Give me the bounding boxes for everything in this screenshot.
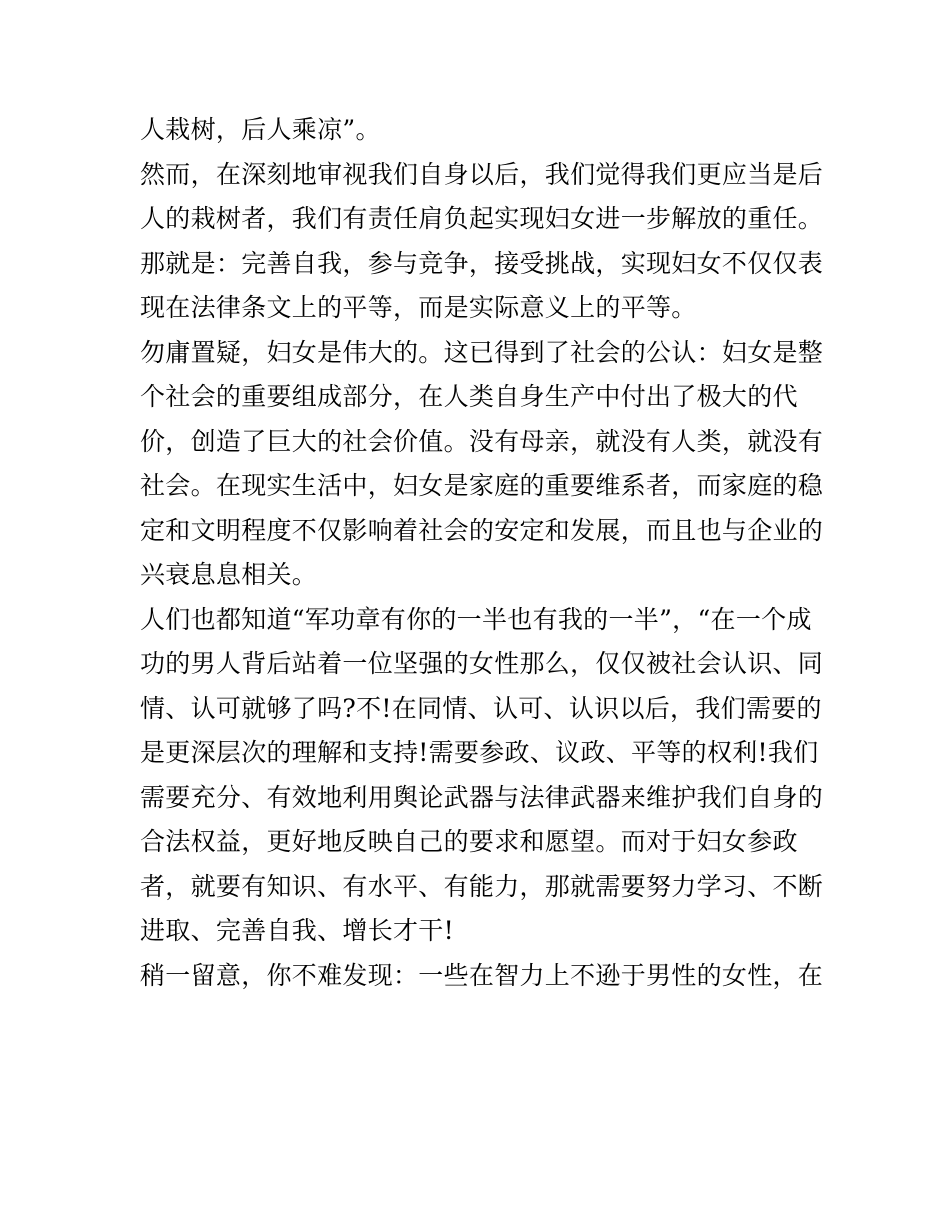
text-line: 勿庸置疑，妇女是伟大的。这已得到了社会的公认：妇女是整 [140,337,824,367]
text-line: 然而，在深刻地审视我们自身以后，我们觉得我们更应当是后 [140,159,824,189]
text-line: 定和文明程度不仅影响着社会的安定和发展，而且也与企业的 [140,515,824,545]
text-line: 人栽树，后人乘凉”。 [140,115,381,144]
text-line: 稍一留意，你不难发现：一些在智力上不逊于男性的女性，在 [140,960,824,990]
text-line: 人的栽树者，我们有责任肩负起实现妇女进一步解放的重任。 [140,204,824,233]
text-line: 那就是：完善自我，参与竞争，接受挑战，实现妇女不仅仅表 [140,248,824,278]
text-line: 是更深层次的理解和支持!需要参政、议政、平等的权利!我们 [140,738,819,767]
text-line: 兴衰息息相关。 [140,560,318,589]
text-line: 社会。在现实生活中，妇女是家庭的重要维系者，而家庭的稳 [140,471,824,500]
text-line: 需要充分、有效地利用舆论武器与法律武器来维护我们自身的 [140,782,824,812]
text-line: 人们也都知道“军功章有你的一半也有我的一半”，“在一个成 [140,604,812,634]
body-text [140,108,824,998]
text-line: 现在法律条文上的平等，而是实际意义上的平等。 [140,293,697,322]
text-line: 价，创造了巨大的社会价值。没有母亲，就没有人类，就没有 [140,426,824,456]
text-line: 个社会的重要组成部分，在人类自身生产中付出了极大的代 [140,382,798,411]
text-line: 功的男人背后站着一位坚强的女性那么，仅仅被社会认识、同 [140,649,824,678]
text-line: 合法权益，更好地反映自己的要求和愿望。而对于妇女参政 [140,827,798,856]
text-line: 进取、完善自我、增长才干! [140,916,454,945]
text-line: 者，就要有知识、有水平、有能力，那就需要努力学习、不断 [140,871,824,901]
text-line: 情、认可就够了吗?不!在同情、认可、认识以后，我们需要的 [140,693,822,723]
